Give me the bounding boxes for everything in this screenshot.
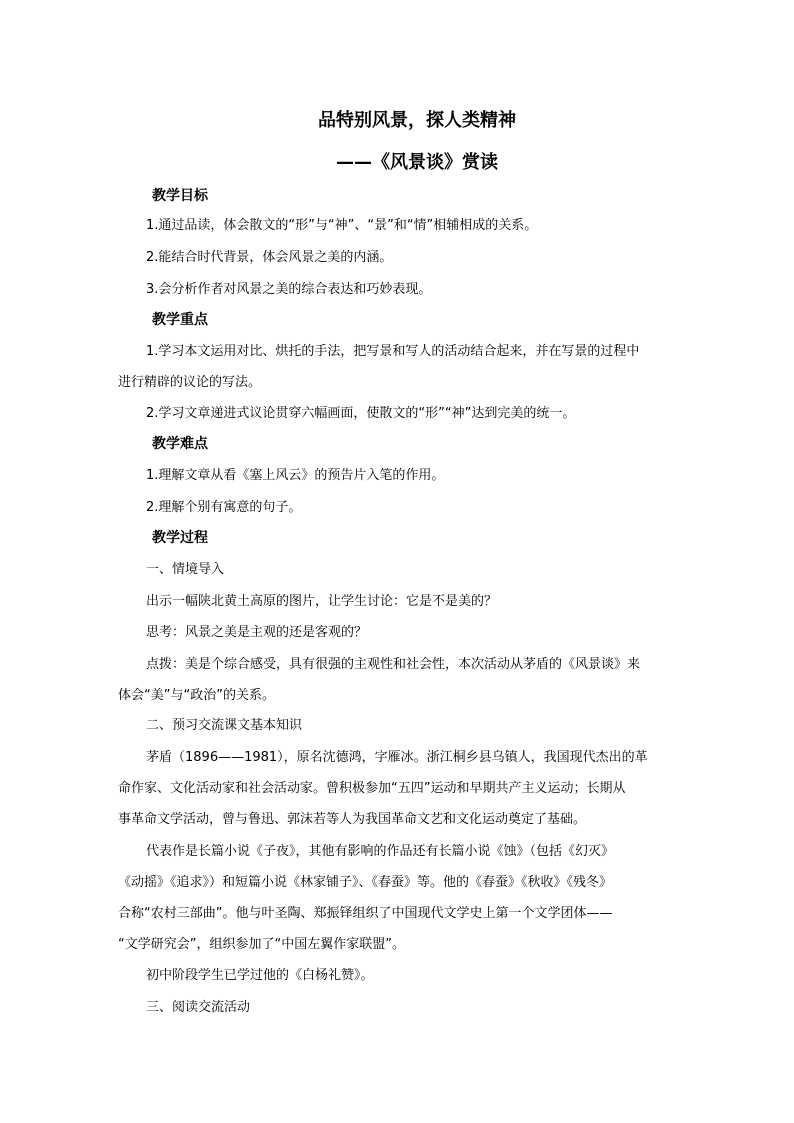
paragraph-line: 事革命文学活动，曾与鲁迅、郭沫若等人为我国革命文艺和文化运动奠定了基础。	[118, 812, 587, 827]
section-heading-key-points: 教学重点	[152, 312, 208, 328]
paragraph-line: 思考：风景之美是主观的还是客观的？	[146, 625, 368, 640]
paragraph-line: 点拨：美是个综合感受，具有很强的主观性和社会性，本次活动从茅盾的《风景谈》来	[146, 657, 641, 672]
subheading-line: 二、预习交流课文基本知识	[146, 718, 303, 733]
section-heading-objectives: 教学目标	[152, 188, 208, 204]
subheading-line: 一、情境导入	[146, 562, 225, 577]
section-heading-difficulties: 教学难点	[152, 436, 208, 452]
paragraph-line: 命作家、文化活动家和社会活动家。曾积极参加“五四”运动和早期共产主义运动；长期从	[118, 781, 626, 796]
paragraph-line: 2.学习文章递进式议论贯穿六幅画面，使散文的“形”“神”达到完美的统一。	[146, 406, 576, 421]
paragraph-line: 合称“农村三部曲”。他与叶圣陶、郑振铎组织了中国现代文学史上第一个文学团体——	[118, 906, 613, 921]
section-heading-process: 教学过程	[152, 530, 208, 546]
paragraph-line: 3.会分析作者对风景之美的综合表达和巧妙表现。	[146, 282, 432, 297]
paragraph-line: 2.理解个别有寓意的句子。	[146, 500, 302, 515]
subheading-line: 三、阅读交流活动	[146, 1000, 251, 1015]
paragraph-line: “文学研究会”，组织参加了“中国左翼作家联盟”。	[118, 937, 405, 952]
paragraph-line: 1.理解文章从看《塞上风云》的预告片入笔的作用。	[146, 468, 445, 483]
document-subtitle: ——《风景谈》赏读	[336, 152, 498, 173]
paragraph-line: 体会“美”与“政治”的关系。	[118, 688, 275, 703]
paragraph-line: 初中阶段学生已学过他的《白杨礼赞》。	[146, 968, 374, 983]
document-title: 品特别风景，探人类精神	[318, 110, 516, 131]
paragraph-line: 1.通过品读，体会散文的“形”与“神”、“景”和“情”相辅相成的关系。	[146, 218, 538, 233]
paragraph-line: 2.能结合时代背景，体会风景之美的内涵。	[146, 250, 393, 265]
paragraph-line: 出示一幅陕北黄土高原的图片，让学生讨论：它是不是美的？	[146, 594, 498, 609]
paragraph-line: 1.学习本文运用对比、烘托的手法，把写景和写人的活动结合起来，并在写景的过程中	[146, 344, 640, 359]
paragraph-line: 茅盾（1896——1981），原名沈德鸿，字雁冰。浙江桐乡县乌镇人，我国现代杰出的革	[146, 750, 648, 765]
paragraph-line: 《动摇》《追求》）和短篇小说《林家铺子》、《春蚕》等。他的《春蚕》《秋收》《残冬》	[118, 875, 613, 890]
paragraph-line: 进行精辟的议论的写法。	[118, 375, 262, 390]
paragraph-line: 代表作是长篇小说《子夜》，其他有影响的作品还有长篇小说《蚀》（包括《幻灭》	[146, 844, 615, 859]
